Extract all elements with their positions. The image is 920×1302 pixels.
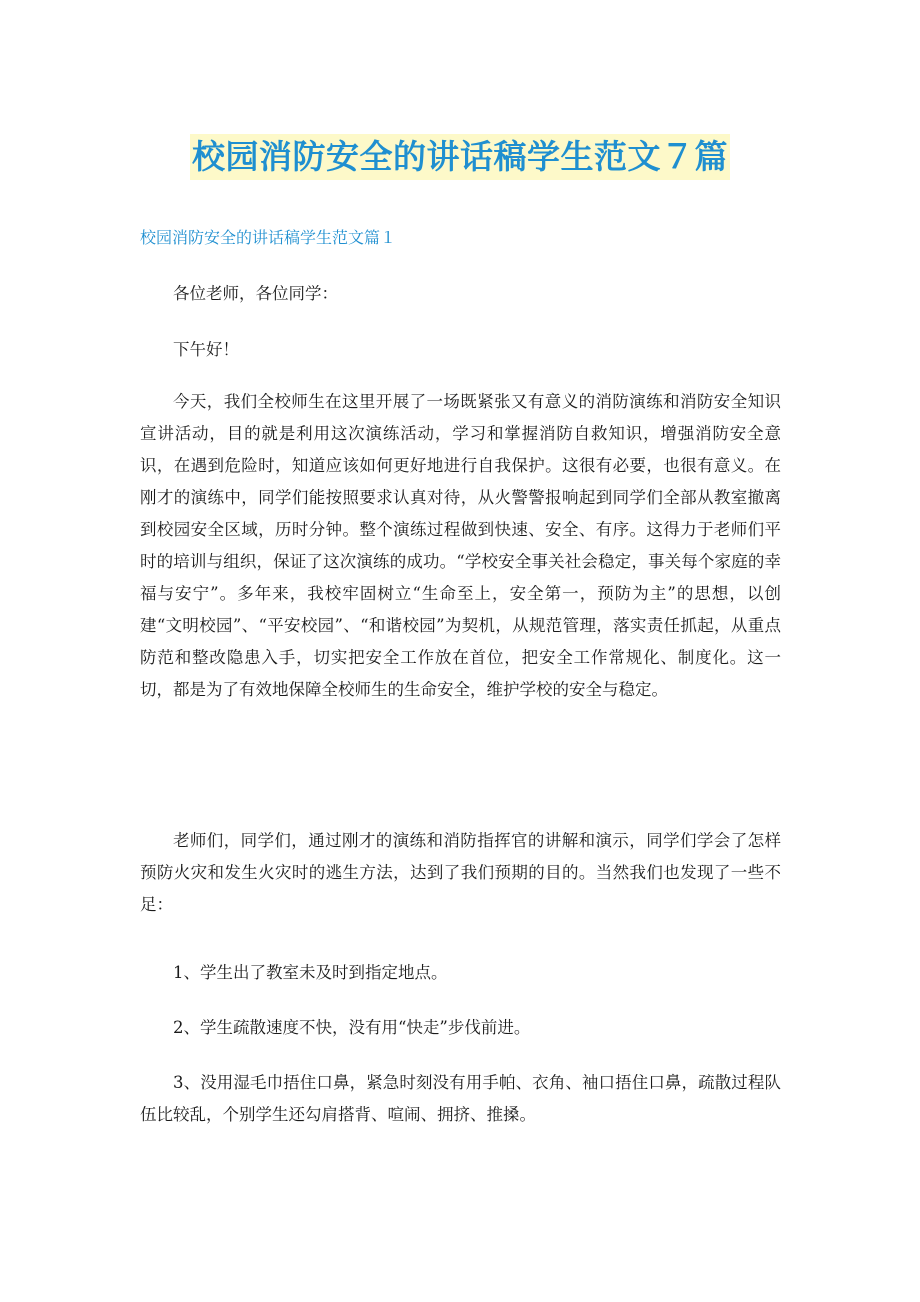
greeting-block xyxy=(140,334,781,366)
second-block xyxy=(140,825,781,921)
list-item-1-block xyxy=(140,957,781,989)
main-paragraph: 今天，我们全校师生在这里开展了一场既紧张又有意义的消防演练和消防安全知识宣讲活动，目的就是利用这次演练活动，学习和掌握消防自救知识，增强消防安全意识，在遇到危险时，知道应该如何更好地进行自我保护。这很有必要，也很有意义。在刚才的演练中，同学们能按照要求认真对待，从火警警报响起到同学们全部从教室撤离到校园安全区域，历时分钟。整个演练过程做到快速、安全、有序。这得力于老师们平时的培训与组织，保证了这次演练的成功。“学校安全事关社会稳定，事关每个家庭的幸福与安宁”。多年来，我校牢固树立“生命至上，安全第一，预防为主”的思想，以创建“文明校园”、“平安校园”、“和谐校园”为契机，从规范管理，落实责任抓起，从重点防范和整改隐患入手，切实把安全工作放在首位，把安全工作常规化、制度化。这一切，都是为了有效地保障全校师生的生命安全，维护学校的安全与稳定。 xyxy=(140,392,781,699)
list-item: 2、学生疏散速度不快，没有用“快走”步伐前进。 xyxy=(173,1018,531,1037)
section-heading: 校园消防安全的讲话稿学生范文篇１ xyxy=(140,228,397,247)
salutation-block xyxy=(140,278,781,310)
second-paragraph: 老师们，同学们，通过刚才的演练和消防指挥官的讲解和演示，同学们学会了怎样预防火灾和发生火灾时的逃生方法，达到了我们预期的目的。当然我们也发现了一些不足： xyxy=(140,831,781,914)
salutation-paragraph: 各位老师，各位同学： xyxy=(173,284,338,303)
list-item-3-block xyxy=(140,1067,781,1131)
list-item: 1、学生出了教室未及时到指定地点。 xyxy=(173,963,448,982)
main-block xyxy=(140,386,781,706)
list-item-2-block xyxy=(140,1012,781,1044)
greeting-paragraph: 下午好！ xyxy=(173,340,239,359)
list-item: 3、没用湿毛巾捂住口鼻，紧急时刻没有用手帕、衣角、袖口捂住口鼻，疏散过程队伍比较乱，个别学生还勾肩搭背、喧闹、拥挤、推搡。 xyxy=(140,1073,781,1124)
document-title: 校园消防安全的讲话稿学生范文７篇 xyxy=(190,134,730,180)
title-container xyxy=(0,134,920,180)
